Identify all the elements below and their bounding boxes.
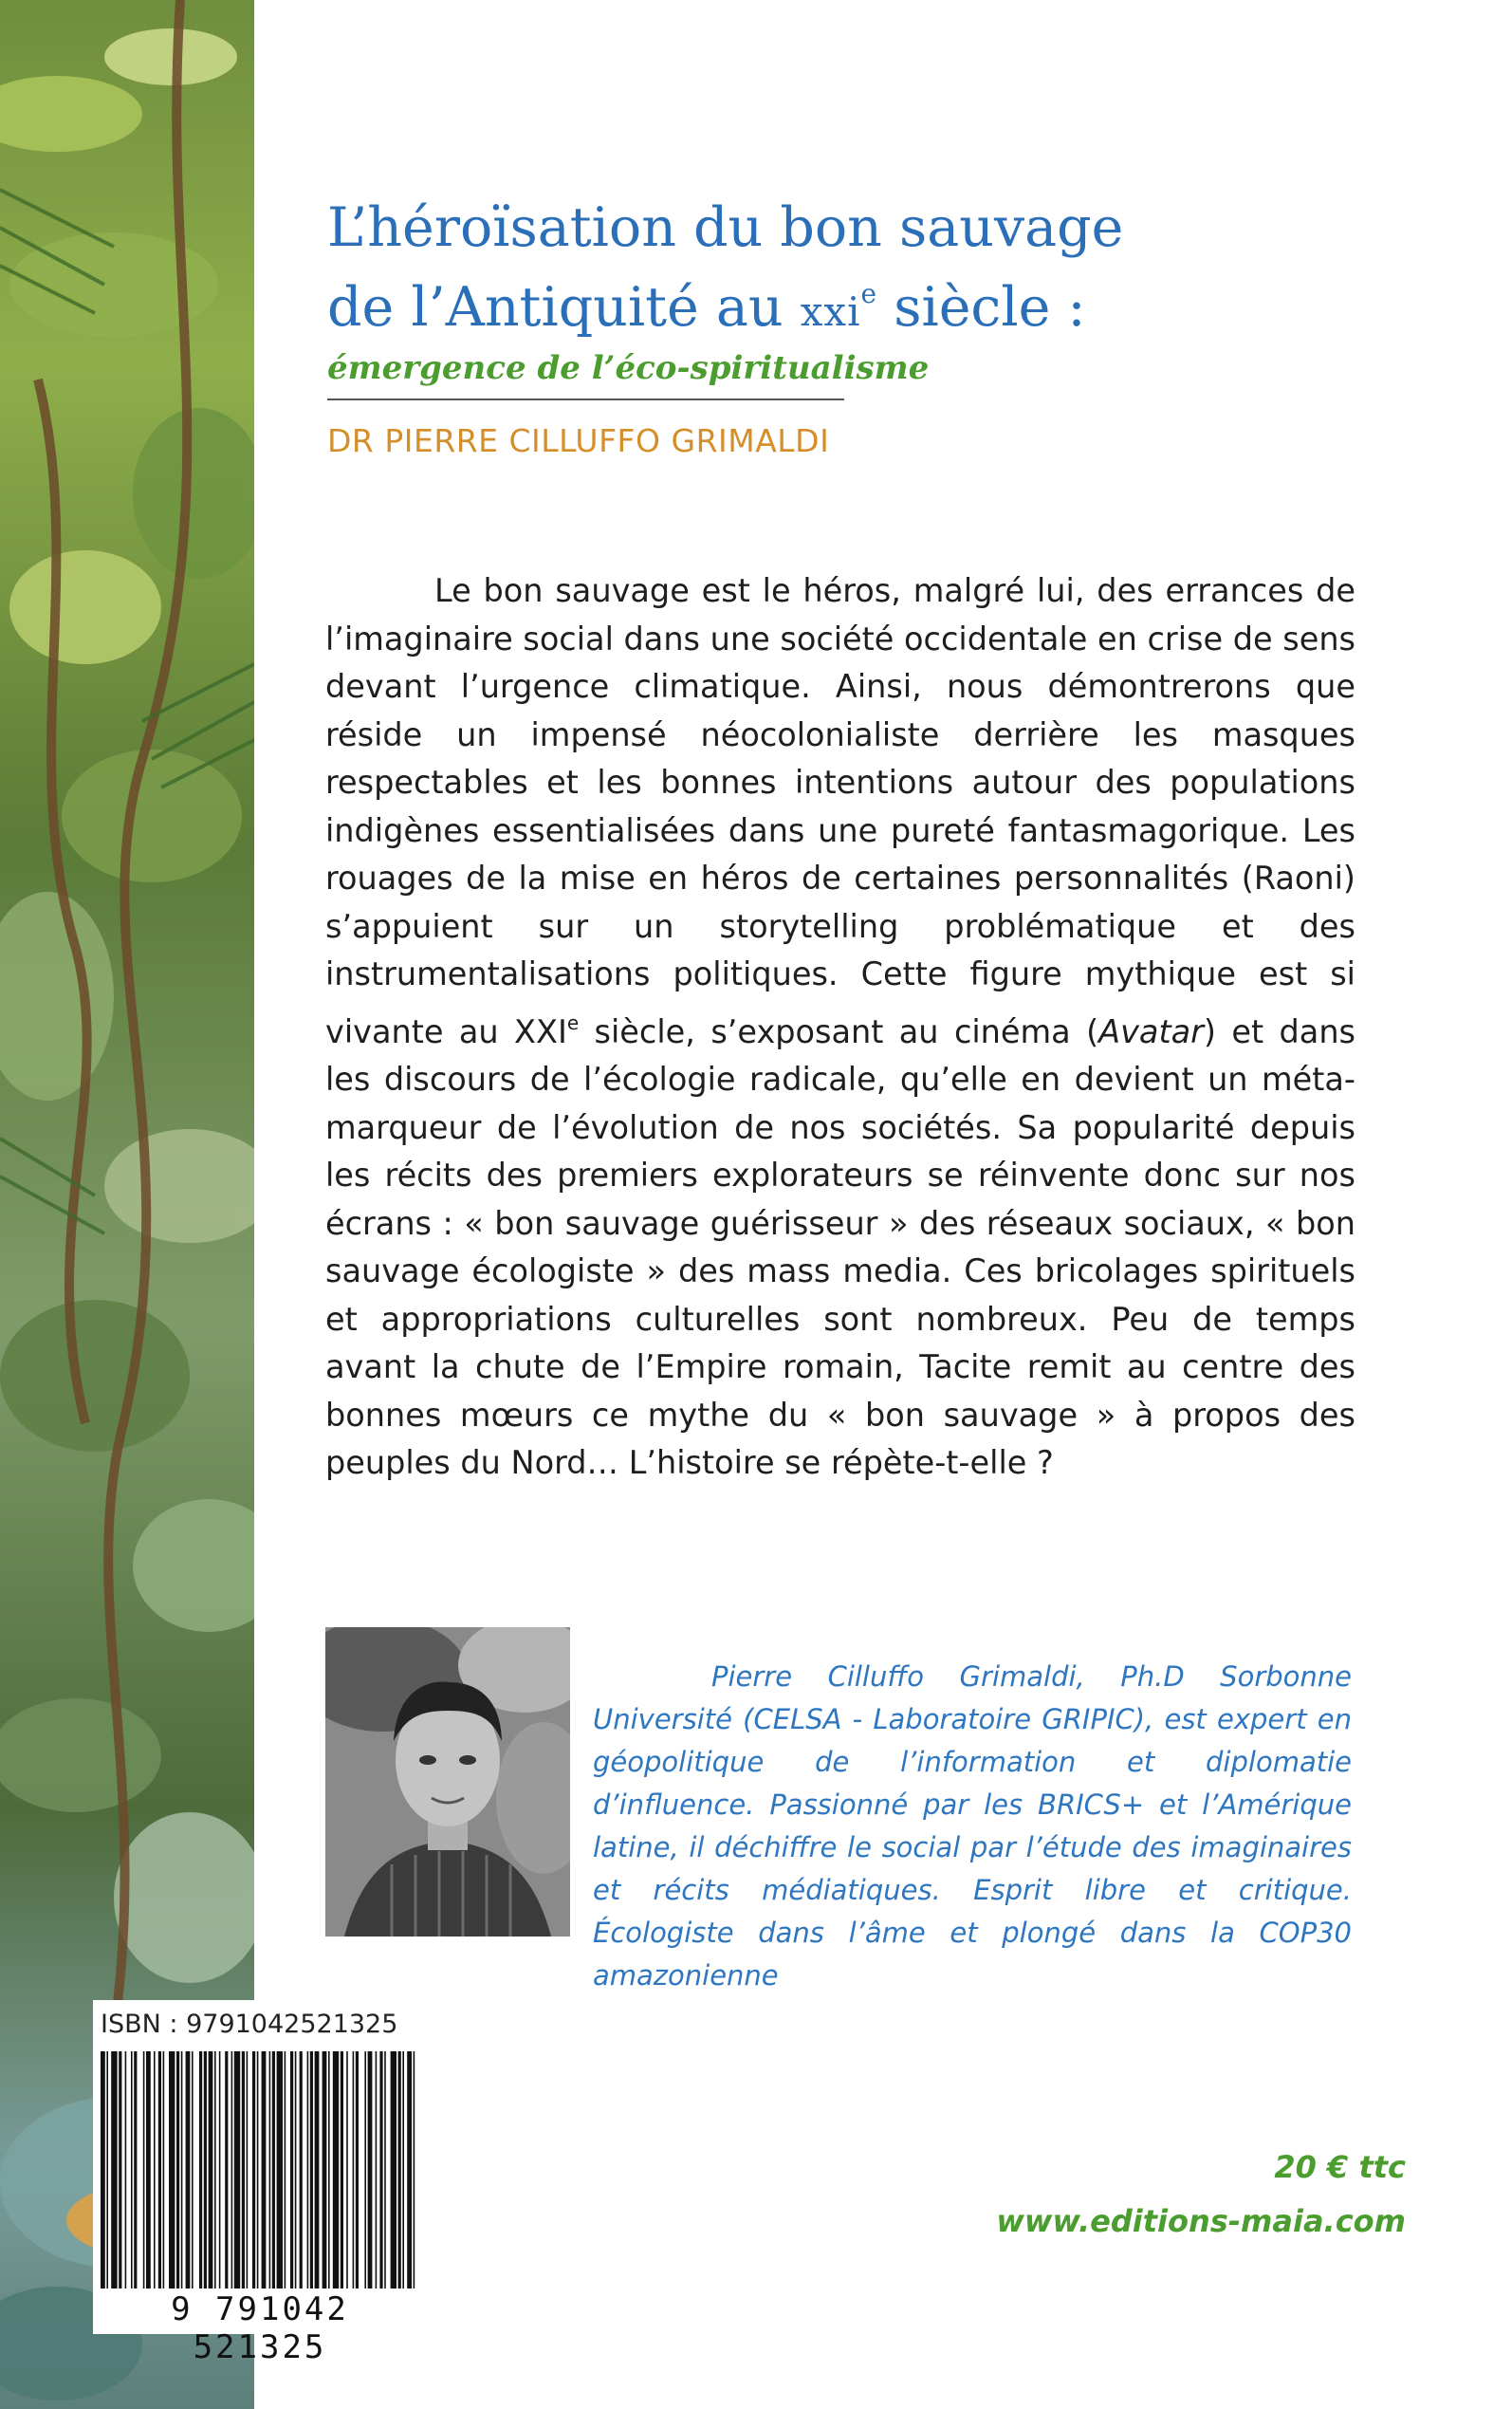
barcode-bar bbox=[204, 2051, 207, 2289]
barcode-bar bbox=[315, 2051, 320, 2289]
barcode-bar bbox=[131, 2051, 133, 2289]
barcode-bar bbox=[247, 2051, 249, 2289]
barcode-bar bbox=[176, 2051, 179, 2289]
barcode-bar bbox=[290, 2051, 293, 2289]
barcode-bar bbox=[154, 2051, 156, 2289]
barcode-bar bbox=[310, 2051, 313, 2289]
barcode-bar bbox=[186, 2051, 191, 2289]
barcode-bar bbox=[323, 2051, 327, 2289]
back-cover-blurb bbox=[325, 567, 1355, 1488]
book-title bbox=[327, 195, 1181, 345]
barcode-bar bbox=[181, 2051, 183, 2289]
title-line-2b: siècle : bbox=[876, 276, 1086, 339]
barcode-bar bbox=[356, 2051, 359, 2289]
author-bio bbox=[593, 1656, 1352, 1997]
barcode-bar bbox=[353, 2051, 355, 2289]
barcode-bar bbox=[328, 2051, 330, 2289]
author-name: DR PIERRE CILLUFFO GRIMALDI bbox=[327, 422, 830, 459]
barcode-bar bbox=[214, 2051, 216, 2289]
barcode-bar bbox=[295, 2051, 297, 2289]
barcode-bar bbox=[111, 2051, 117, 2289]
barcode-bar bbox=[169, 2051, 175, 2289]
barcode-bar bbox=[384, 2051, 386, 2289]
book-subtitle: émergence de l’éco-spiritualisme bbox=[327, 349, 930, 387]
barcode-bar bbox=[262, 2051, 267, 2289]
bio-text: Pierre Cilluffo Grimaldi, Ph.D Sorbonne Université (CELSA - Laboratoire GRIPIC), est expert en géopolitique de l’information et diplomatie d’influence. Passionné par les BRICS+ et l’Amérique latine, il déchiffre le social par l’étude des imaginaires et récits médiatiques. Esprit libre et critique. Écologiste dans l’âme et plongé dans la COP30 amazonienne bbox=[593, 1660, 1352, 1992]
barcode-bar bbox=[199, 2051, 202, 2289]
barcode-bar bbox=[285, 2051, 286, 2289]
barcode-bar bbox=[134, 2051, 137, 2289]
barcode-bar bbox=[231, 2051, 233, 2289]
publisher-website[interactable]: www.editions-maia.com bbox=[996, 2203, 1406, 2239]
barcode-bar bbox=[101, 2051, 105, 2289]
barcode-bar bbox=[119, 2051, 121, 2289]
barcode-bar bbox=[272, 2051, 275, 2289]
barcode-bar bbox=[391, 2051, 396, 2289]
barcode-bar bbox=[346, 2051, 348, 2289]
barcode-bar bbox=[146, 2051, 151, 2289]
title-line-1: L’héroïsation du bon sauvage bbox=[327, 196, 1124, 259]
barcode-bar bbox=[269, 2051, 271, 2289]
title-century-sup: e bbox=[860, 278, 877, 309]
barcode-bar bbox=[192, 2051, 194, 2289]
barcode-box bbox=[93, 2000, 427, 2366]
blurb-part-1: Le bon sauvage est le héros, malgré lui, des errances de l’imaginaire social dans une société occidentale en crise de sens devant l’urgence climatique. Ainsi, nous démontrerons que réside un impensé néocolonialiste derrière les masques respectables et les bonnes intentions autour des populations indigènes essentialisées dans une pureté fantasmagorique. Les rouages de la mise en héros de certaines personnalités (Raoni) s’appuient sur un storytelling problématique et des instrumentalisations politiques. Cette figure mythique est si vivante au bbox=[325, 572, 1356, 1050]
barcode-bar bbox=[209, 2051, 213, 2289]
barcode-bar bbox=[163, 2051, 165, 2289]
barcode-bar bbox=[277, 2051, 283, 2289]
barcode-bar bbox=[376, 2051, 378, 2289]
author-photo bbox=[325, 1627, 570, 1936]
blurb-film: Avatar bbox=[1098, 1012, 1204, 1050]
barcode-bar bbox=[234, 2051, 240, 2289]
barcode-bar bbox=[368, 2051, 373, 2289]
barcode-number: 9 791042 521325 bbox=[171, 2290, 349, 2366]
barcode-bar bbox=[407, 2051, 412, 2289]
barcode-bar bbox=[402, 2051, 404, 2289]
barcode-icon bbox=[101, 2051, 419, 2289]
barcode-bar bbox=[333, 2051, 339, 2289]
barcode-bar bbox=[143, 2051, 145, 2289]
barcode-bar bbox=[125, 2051, 127, 2289]
barcode-bar bbox=[257, 2051, 259, 2289]
barcode-bar bbox=[158, 2051, 161, 2289]
isbn-label: ISBN : 9791042521325 bbox=[101, 2010, 398, 2039]
barcode-bar bbox=[364, 2051, 366, 2289]
barcode-bar bbox=[219, 2051, 221, 2289]
blurb-century: XXI bbox=[514, 1012, 567, 1050]
price: 20 € ttc bbox=[1274, 2149, 1406, 2185]
barcode-bar bbox=[252, 2051, 255, 2289]
barcode-bar bbox=[307, 2051, 309, 2289]
title-block bbox=[327, 195, 1181, 389]
divider bbox=[327, 398, 844, 400]
barcode-bar bbox=[341, 2051, 343, 2289]
barcode-bar bbox=[106, 2051, 108, 2289]
blurb-century-sup: e bbox=[566, 1010, 580, 1034]
barcode-bar bbox=[398, 2051, 401, 2289]
blurb-part-2: siècle, s’exposant au cinéma ( bbox=[579, 1012, 1099, 1050]
title-century: xxi bbox=[800, 288, 861, 335]
barcode-bar bbox=[379, 2051, 382, 2289]
barcode-bar bbox=[242, 2051, 245, 2289]
barcode-bar bbox=[300, 2051, 303, 2289]
title-line-2a: de l’Antiquité au bbox=[327, 276, 801, 339]
barcode-bar bbox=[225, 2051, 228, 2289]
barcode-bar bbox=[414, 2051, 415, 2289]
blurb-part-3: ) et dans les discours de l’écologie radicale, qu’elle en devient un méta-marqueur de l’évolution de nos sociétés. Sa popularité depuis les récits des premiers explorateurs se réinvente donc sur nos écrans : « bon sauvage guérisseur » des réseaux sociaux, « bon sauvage écologiste » des mass media. Ces bricolages spirituels et appropriations culturelles sont nombreux. Peu de temps avant la chute de l’Empire romain, Tacite remit au centre des bonnes mœurs ce mythe du « bon sauvage » à propos des peuples du Nord… L’histoire se répète-t-elle ? bbox=[325, 1012, 1356, 1481]
